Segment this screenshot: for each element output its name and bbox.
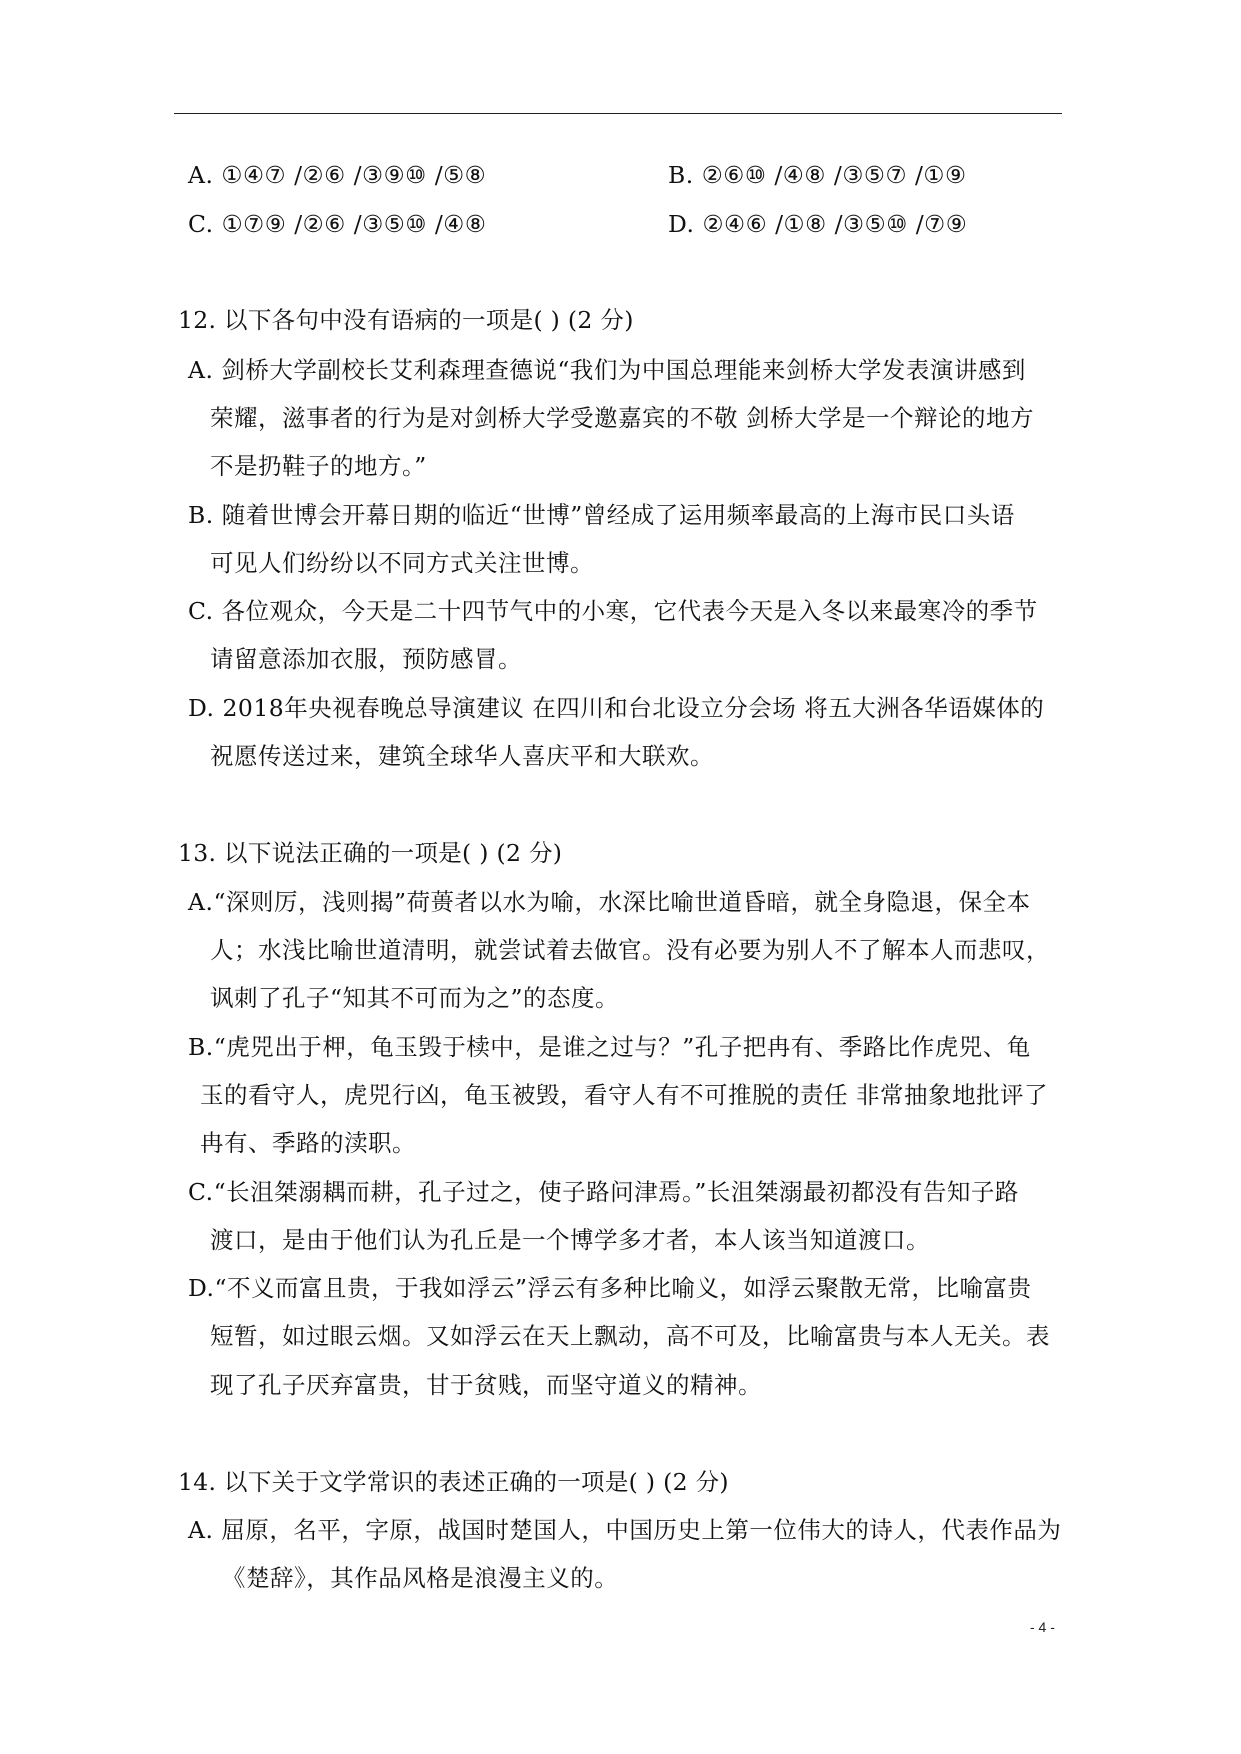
q11-option-d: D. ②④⑥ /①⑧ /③⑤⑩ /⑦⑨ bbox=[668, 210, 968, 238]
q12-option-c-line2: 请留意添加衣服，预防感冒。 bbox=[210, 645, 522, 673]
q12-option-a-line1: A. 剑桥大学副校长艾利森理查德说“我们为中国总理能来剑桥大学发表演讲感到 bbox=[188, 356, 1026, 384]
q12-option-a-line2: 荣耀，滋事者的行为是对剑桥大学受邀嘉宾的不敬 剑桥大学是一个辩论的地方 bbox=[210, 404, 1034, 432]
q13-option-d-line1: D.“不义而富且贵，于我如浮云”浮云有多种比喻义，如浮云聚散无常，比喻富贵 bbox=[188, 1274, 1032, 1302]
q12-option-a-line3: 不是扔鞋子的地方。” bbox=[210, 452, 427, 480]
q13-option-c-line1: C.“长沮桀溺耦而耕，孔子过之，使子路问津焉。”长沮桀溺最初都没有告知子路 bbox=[188, 1178, 1019, 1206]
q12-option-d-line2: 祝愿传送过来，建筑全球华人喜庆平和大联欢。 bbox=[210, 742, 714, 770]
q13-option-a-line3: 讽刺了孔子“知其不可而为之”的态度。 bbox=[210, 984, 620, 1012]
page-number: - 4 - bbox=[1030, 1619, 1055, 1635]
q13-option-b-line3: 冉有、季路的渎职。 bbox=[200, 1129, 416, 1157]
q12-question: 12. 以下各句中没有语病的一项是( ) (2 分) bbox=[178, 306, 634, 334]
q12-option-b-line1: B. 随着世博会开幕日期的临近“世博”曾经成了运用频率最高的上海市民口头语 bbox=[188, 501, 1015, 529]
q12-option-c-line1: C. 各位观众，今天是二十四节气中的小寒，它代表今天是入冬以来最寒冷的季节 bbox=[188, 597, 1038, 625]
q13-option-d-line3: 现了孔子厌弃富贵，甘于贫贱，而坚守道义的精神。 bbox=[210, 1371, 762, 1399]
q13-option-d-line2: 短暂，如过眼云烟。又如浮云在天上飘动，高不可及，比喻富贵与本人无关。表 bbox=[210, 1322, 1050, 1350]
q13-option-a-line1: A.“深则厉，浅则揭”荷蒉者以水为喻，水深比喻世道昏暗，就全身隐退，保全本 bbox=[188, 888, 1031, 916]
q14-question: 14. 以下关于文学常识的表述正确的一项是( ) (2 分) bbox=[178, 1468, 729, 1496]
q13-option-c-line2: 渡口，是由于他们认为孔丘是一个博学多才者，本人该当知道渡口。 bbox=[210, 1226, 930, 1254]
header-rule bbox=[174, 113, 1062, 114]
q13-option-b-line1: B.“虎兕出于柙，龟玉毁于椟中，是谁之过与？”孔子把冉有、季路比作虎兕、龟 bbox=[188, 1033, 1031, 1061]
q12-option-b-line2: 可见人们纷纷以不同方式关注世博。 bbox=[210, 549, 594, 577]
q11-option-c: C. ①⑦⑨ /②⑥ /③⑤⑩ /④⑧ bbox=[188, 210, 487, 238]
q13-question: 13. 以下说法正确的一项是( ) (2 分) bbox=[178, 839, 563, 867]
q13-option-b-line2: 玉的看守人，虎兕行凶，龟玉被毁，看守人有不可推脱的责任 非常抽象地批评了 bbox=[200, 1081, 1048, 1109]
q13-option-a-line2: 人；水浅比喻世道清明，就尝试着去做官。没有必要为别人不了解本人而悲叹， bbox=[210, 936, 1050, 964]
q14-option-a-line1: A. 屈原，名平，字原，战国时楚国人，中国历史上第一位伟大的诗人，代表作品为 bbox=[188, 1516, 1062, 1544]
q14-option-a-line2: 《楚辞》，其作品风格是浪漫主义的。 bbox=[222, 1564, 619, 1592]
q11-option-b: B. ②⑥⑩ /④⑧ /③⑤⑦ /①⑨ bbox=[668, 161, 967, 189]
q11-option-a: A. ①④⑦ /②⑥ /③⑨⑩ /⑤⑧ bbox=[188, 161, 487, 189]
q12-option-d-line1: D. 2018年央视春晚总导演建议 在四川和台北设立分会场 将五大洲各华语媒体的 bbox=[188, 694, 1045, 722]
